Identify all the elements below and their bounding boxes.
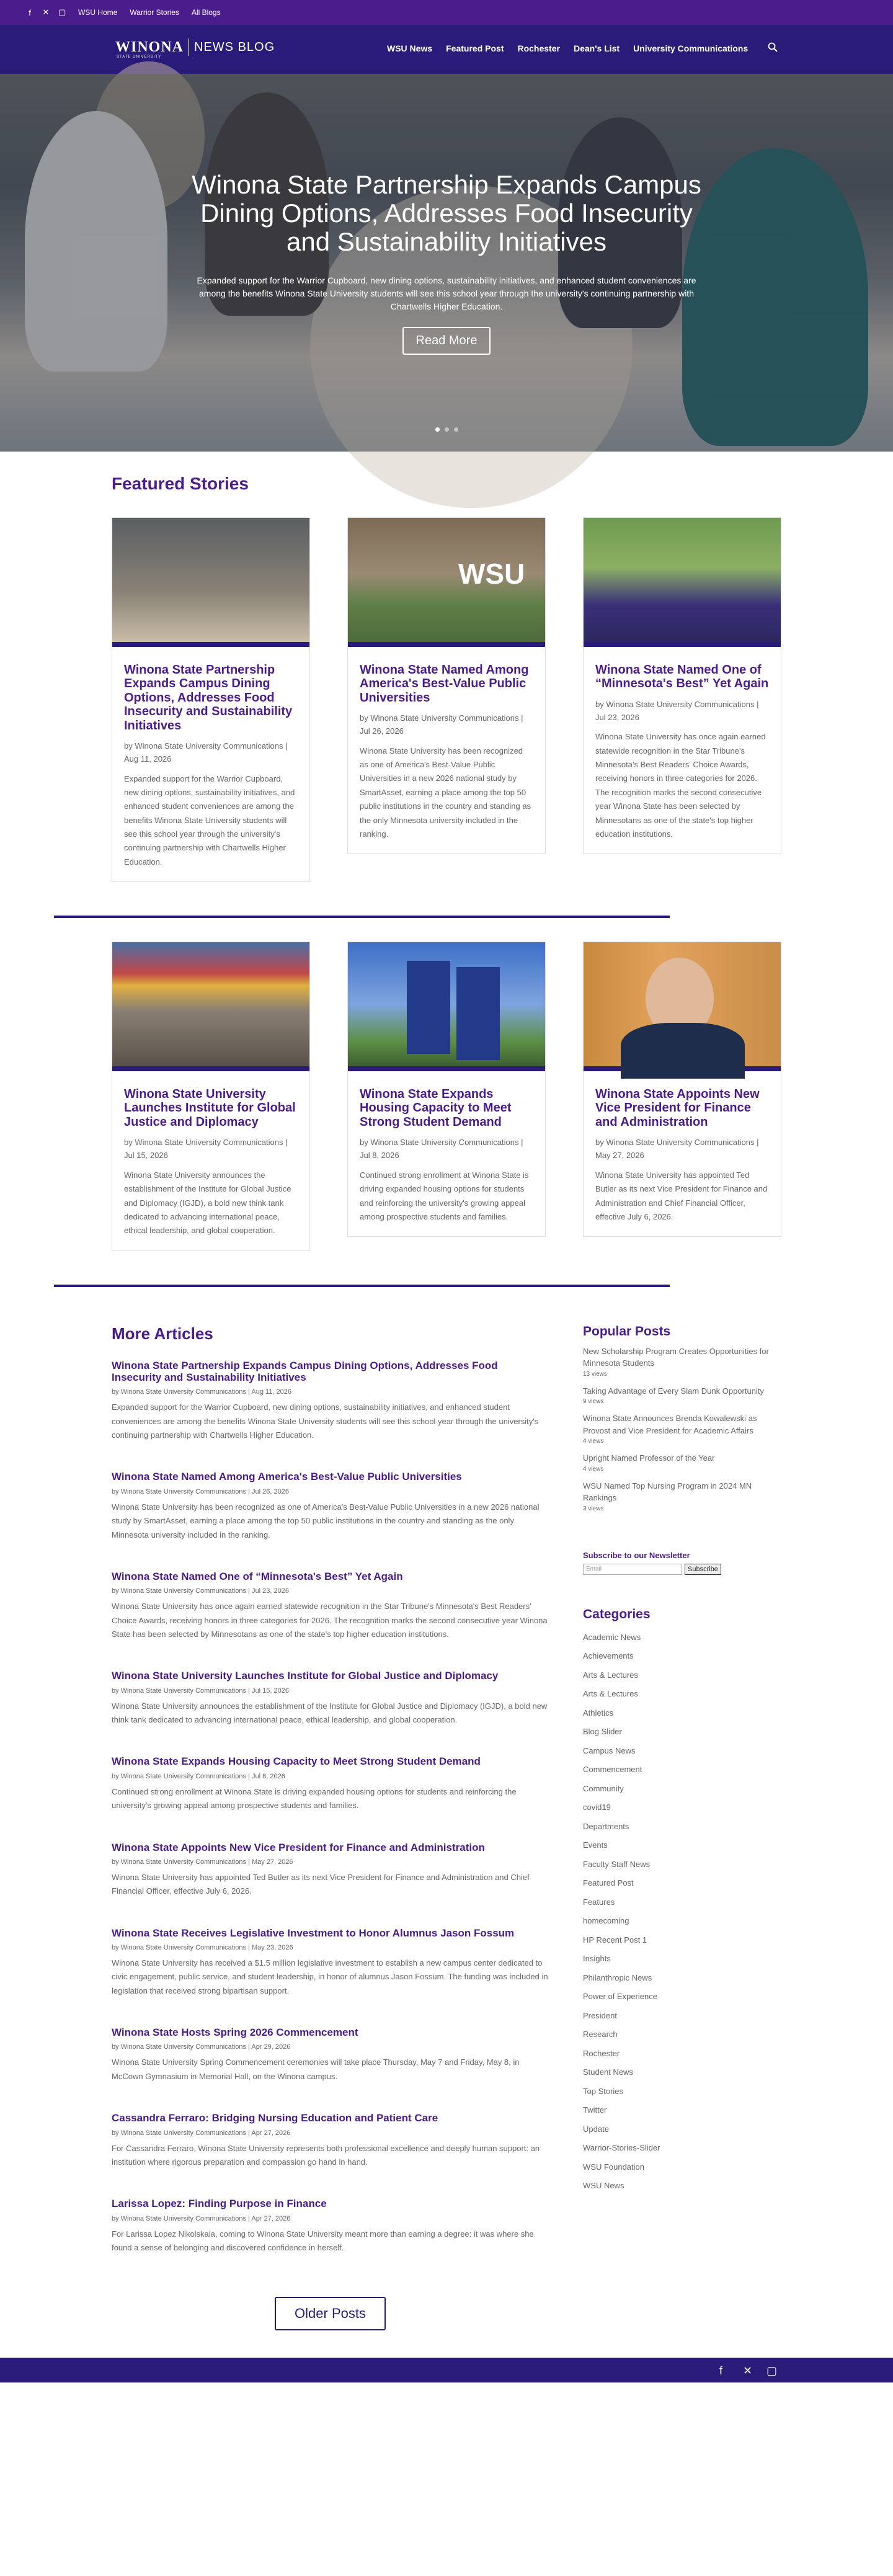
article-title[interactable]: Winona State Receives Legislative Investment to Honor Alumnus Jason Fossum — [112, 1927, 515, 1939]
instagram-icon[interactable]: ▢ — [766, 2364, 778, 2378]
article-title[interactable]: Winona State Hosts Spring 2026 Commencement — [112, 2026, 358, 2039]
category-link[interactable]: Blog Slider — [583, 1727, 622, 1737]
section-divider — [54, 1285, 670, 1287]
category-link[interactable]: Features — [583, 1897, 615, 1907]
featured-card-image[interactable] — [112, 518, 309, 647]
popular-post — [583, 1345, 781, 1378]
article-excerpt: Winona State University has appointed Ted Butler as its next Vice President for Finance and Administration and Chief Financial Officer, effective July 6, 2026. — [112, 1872, 530, 1896]
article-excerpt: Continued strong enrollment at Winona State is driving expanded housing options for students and reinforcing the university's growing appeal among prospective students and families. — [112, 1786, 517, 1811]
featured-card[interactable] — [347, 517, 546, 854]
popular-posts-heading: Popular Posts — [583, 1324, 671, 1339]
article-excerpt: Winona State University announces the establishment of the Institute for Global Justice and Diplomacy (IGJD), a bold new think tank dedicated to advancing international peace, ethical leadership, and global cooperation. — [112, 1701, 548, 1725]
category-link[interactable]: Events — [583, 1840, 608, 1850]
article-excerpt: Winona State University has been recognized as one of America's Best-Value Public Universities in a new 2026 national study by SmartAsset, earning a place among the top 50 public institutions in the country and standing as the only Minnesota university included in the ranking. — [112, 1502, 540, 1540]
nav-featured-post[interactable]: Featured Post — [446, 43, 504, 53]
category-link[interactable]: Top Stories — [583, 2086, 624, 2096]
article-title[interactable]: Winona State Expands Housing Capacity to Meet Strong Student Demand — [112, 1755, 481, 1768]
category-link[interactable]: Warrior-Stories-Slider — [583, 2143, 660, 2153]
category-link[interactable]: Faculty Staff News — [583, 1859, 651, 1869]
category-link[interactable]: Academic News — [583, 1632, 641, 1642]
popular-post-views: 13 views — [583, 1370, 607, 1378]
categories-heading: Categories — [583, 1607, 651, 1621]
popular-post-title[interactable]: Winona State Announces Brenda Kowalewski as Provost and Vice President for Academic Affairs — [583, 1414, 757, 1435]
category-link[interactable]: Philanthropic News — [583, 1972, 652, 1982]
category-link[interactable]: Campus News — [583, 1745, 636, 1755]
featured-card-image[interactable] — [348, 518, 545, 647]
article-item — [112, 1670, 549, 1727]
featured-heading: Featured Stories — [112, 474, 249, 493]
wsu-letters-image — [458, 554, 525, 591]
slider-dots — [0, 427, 893, 432]
category-link[interactable]: Athletics — [583, 1708, 614, 1718]
category-link[interactable]: Update — [583, 2124, 609, 2134]
facebook-icon[interactable]: f — [29, 7, 31, 17]
featured-card[interactable] — [112, 517, 310, 882]
category-link[interactable]: Featured Post — [583, 1878, 634, 1888]
featured-grid-row-2 — [112, 942, 781, 1251]
popular-post — [583, 1452, 781, 1473]
older-posts-button[interactable]: Older Posts — [275, 2297, 386, 2330]
featured-stories — [0, 452, 893, 882]
featured-card-excerpt: Winona State University has once again earned statewide recognition in the Star Tribune's Minnesota's Best Readers' Choice Awards, receiving honors in three categories for 2026. The recognition marks the second consecutive year Winona State has been selected by Minnesotans as one of the state's top higher education institutions. — [595, 732, 766, 839]
article-item — [112, 1360, 549, 1443]
article-item — [112, 2198, 549, 2255]
article-meta: by Winona State University Communications | May 27, 2026 — [112, 1858, 293, 1866]
featured-card-excerpt: Winona State University announces the establishment of the Institute for Global Justice and Diplomacy (IGJD), a bold new think tank dedicated to advancing international peace, ethical leadership, and global cooperation. — [124, 1170, 291, 1236]
article-title[interactable]: Winona State Partnership Expands Campus Dining Options, Addresses Food Insecurity and Sustainability Initiatives — [112, 1359, 498, 1383]
featured-card-title[interactable]: Winona State Expands Housing Capacity to Meet Strong Student Demand — [360, 1087, 512, 1129]
section-divider — [54, 916, 670, 918]
popular-post — [583, 1480, 781, 1512]
sidebar — [583, 1324, 781, 2284]
category-link[interactable]: Rochester — [583, 2048, 620, 2058]
category-link[interactable]: HP Recent Post 1 — [583, 1935, 647, 1945]
article-meta: by Winona State University Communications | Aug 11, 2026 — [112, 1388, 292, 1396]
article-item — [112, 1571, 549, 1641]
featured-card-image[interactable] — [584, 518, 781, 647]
category-link[interactable]: Twitter — [583, 2105, 607, 2115]
category-link[interactable]: WSU News — [583, 2181, 624, 2191]
featured-card-meta: by Winona State University Communications | Jul 8, 2026 — [360, 1138, 523, 1161]
category-link[interactable]: Achievements — [583, 1651, 634, 1661]
featured-card[interactable] — [112, 942, 310, 1251]
article-excerpt: Winona State University has received a $1.5 million legislative investment to establish a new campus center dedicated to civic engagement, public service, and student leadership, in honor of alumnus Jason Fossum. The funding was included in legislation that received strong bipartisan support. — [112, 1958, 548, 1995]
category-link[interactable]: President — [583, 2010, 617, 2020]
nav-wsu-news[interactable]: WSU News — [387, 43, 433, 53]
article-item — [112, 1927, 549, 1998]
banner-image — [456, 967, 500, 1060]
content-area — [0, 1324, 893, 2284]
slider-dot[interactable] — [445, 427, 449, 432]
featured-card[interactable] — [347, 942, 546, 1237]
x-twitter-icon[interactable]: ✕ — [743, 2364, 753, 2378]
featured-card-title[interactable]: Winona State University Launches Institute for Global Justice and Diplomacy — [124, 1087, 296, 1129]
article-title[interactable]: Winona State University Launches Institute for Global Justice and Diplomacy — [112, 1670, 499, 1682]
more-articles — [112, 1324, 549, 2284]
logo-subtitle: STATE UNIVERSITY — [117, 55, 162, 59]
category-link[interactable]: Community — [583, 1783, 624, 1793]
hero-content — [0, 171, 893, 355]
featured-card-title[interactable]: Winona State Named Among America's Best-Value Public Universities — [360, 663, 529, 705]
svg-text:WSU: WSU — [458, 558, 525, 590]
popular-post — [583, 1385, 781, 1406]
category-link[interactable]: Insights — [583, 1954, 611, 1964]
newsletter-email-input[interactable]: Email — [583, 1564, 682, 1575]
slider-dot[interactable] — [435, 427, 440, 432]
category-link[interactable]: homecoming — [583, 1916, 629, 1926]
featured-card-image[interactable] — [348, 942, 545, 1071]
article-title[interactable]: Winona State Named Among America's Best-Value Public Universities — [112, 1471, 462, 1483]
newsletter-form — [583, 1551, 781, 1575]
featured-card-title[interactable]: Winona State Partnership Expands Campus Dining Options, Addresses Food Insecurity and Sustainability Initiatives — [124, 663, 293, 733]
topbar-link-wsu-home[interactable]: WSU Home — [78, 8, 118, 17]
featured-card[interactable] — [583, 942, 781, 1237]
article-item — [112, 1842, 549, 1899]
slider-dot[interactable] — [454, 427, 458, 432]
hero-read-more-button[interactable]: Read More — [402, 327, 491, 355]
logo-winona: WINONA — [115, 38, 184, 55]
popular-post-title[interactable]: WSU Named Top Nursing Program in 2024 MN Rankings — [583, 1481, 752, 1503]
pagination — [0, 2297, 549, 2330]
article-meta: by Winona State University Communications | Jul 15, 2026 — [112, 1687, 289, 1695]
more-articles-heading: More Articles — [112, 1324, 213, 1343]
featured-card-meta: by Winona State University Communications | Jul 26, 2026 — [360, 713, 523, 736]
featured-card-image[interactable] — [112, 942, 309, 1071]
category-link[interactable]: Student News — [583, 2067, 633, 2077]
newsletter-subscribe-button[interactable]: Subscribe — [685, 1564, 721, 1575]
featured-card-meta: by Winona State University Communications | Jul 23, 2026 — [595, 699, 759, 722]
category-link[interactable]: covid19 — [583, 1803, 611, 1812]
categories-widget — [583, 1607, 781, 2196]
popular-post-title[interactable]: Upright Named Professor of the Year — [583, 1453, 715, 1463]
article-excerpt: For Cassandra Ferraro, Winona State University represents both professional excellence and deeply human support: an institution where rigorous preparation and compassion go hand in hand. — [112, 2143, 540, 2167]
article-meta: by Winona State University Communications | Jul 8, 2026 — [112, 1772, 285, 1780]
featured-card-image[interactable] — [584, 942, 781, 1071]
featured-card[interactable] — [583, 517, 781, 854]
article-item — [112, 2112, 549, 2169]
article-meta: by Winona State University Communications | May 23, 2026 — [112, 1944, 293, 1952]
main-nav — [387, 43, 748, 53]
newsletter-heading: Subscribe to our Newsletter — [583, 1550, 690, 1560]
hero-title: Winona State Partnership Expands Campus Dining Options, Addresses Food Insecurity and Sustainability Initiatives — [192, 170, 701, 257]
category-link[interactable]: WSU Foundation — [583, 2162, 644, 2172]
featured-card-meta: by Winona State University Communications | May 27, 2026 — [595, 1138, 759, 1161]
facebook-icon[interactable]: f — [719, 2364, 723, 2378]
article-item — [112, 1755, 549, 1812]
instagram-icon[interactable]: ▢ — [58, 7, 66, 17]
category-link[interactable]: Commencement — [583, 1765, 642, 1775]
article-meta: by Winona State University Communications | Apr 27, 2026 — [112, 2129, 291, 2137]
article-title[interactable]: Winona State Named One of “Minnesota's Best” Yet Again — [112, 1570, 403, 1582]
popular-post-views: 9 views — [583, 1398, 604, 1406]
category-link[interactable]: Research — [583, 2030, 618, 2039]
category-link[interactable]: Departments — [583, 1821, 629, 1831]
category-link[interactable]: Arts & Lectures — [583, 1689, 638, 1699]
banner-image — [407, 961, 450, 1054]
nav-rochester[interactable]: Rochester — [517, 43, 560, 53]
topbar-link-all-blogs[interactable]: All Blogs — [191, 8, 221, 17]
article-meta: by Winona State University Communications | Jul 26, 2026 — [112, 1487, 289, 1495]
nav-deans-list[interactable]: Dean's List — [573, 43, 620, 53]
featured-card-excerpt: Winona State University has appointed Ted Butler as its next Vice President for Finance and Administration and Chief Financial Officer, effective July 6, 2026. — [595, 1170, 768, 1221]
x-twitter-icon[interactable]: ✕ — [42, 7, 50, 17]
categories-list — [583, 1628, 781, 2196]
article-meta: by Winona State University Communications | Apr 27, 2026 — [112, 2214, 291, 2222]
site-footer — [0, 2358, 893, 2382]
featured-card-title[interactable]: Winona State Named One of “Minnesota's Best” Yet Again — [595, 663, 769, 691]
article-excerpt: Expanded support for the Warrior Cupboard, new dining options, sustainability initiatives, and enhanced student conveniences are among the benefits Winona State University students will see this school year through the university's continuing partnership with Chartwells Higher Education. — [112, 1402, 539, 1440]
article-excerpt: For Larissa Lopez Nikolskaia, coming to Winona State University meant more than earning a degree: it was where she found a sense of belonging and discovered confidence in herself. — [112, 2229, 534, 2253]
featured-grid-row-1 — [112, 517, 781, 882]
featured-stories-row-2 — [0, 942, 893, 1251]
featured-card-excerpt: Winona State University has been recognized as one of America's Best-Value Public Universities in a new 2026 national study by SmartAsset, earning a place among the top 50 public institutions in the country and standing as the only Minnesota university included in the ranking. — [360, 746, 531, 839]
article-excerpt: Winona State University Spring Commencement ceremonies will take place Thursday, May 7 and Friday, May 8, in McCown Gymnasium in Memorial Hall, on the Winona campus. — [112, 2057, 520, 2081]
article-title[interactable]: Winona State Appoints New Vice President for Finance and Administration — [112, 1841, 485, 1853]
featured-card-meta: by Winona State University Communications | Aug 11, 2026 — [124, 741, 288, 764]
article-item — [112, 1471, 549, 1541]
article-title[interactable]: Cassandra Ferraro: Bridging Nursing Education and Patient Care — [112, 2112, 438, 2124]
popular-post-views: 4 views — [583, 1465, 604, 1473]
article-excerpt: Winona State University has once again earned statewide recognition in the Star Tribune's Minnesota's Best Readers' Choice Awards, receiving honors in three categories for 2026. The recognition marks the second consecutive year Winona State has been selected by Minnesotans as one of the state's top higher education institutions. — [112, 1602, 548, 1639]
featured-card-excerpt: Continued strong enrollment at Winona State is driving expanded housing options for students and reinforcing the university's growing appeal among prospective students and families. — [360, 1170, 529, 1221]
article-item — [112, 2026, 549, 2084]
article-meta: by Winona State University Communications | Apr 29, 2026 — [112, 2043, 291, 2051]
article-meta: by Winona State University Communications | Jul 23, 2026 — [112, 1587, 289, 1595]
popular-post-title[interactable]: Taking Advantage of Every Slam Dunk Opportunity — [583, 1386, 764, 1396]
nav-university-communications[interactable]: University Communications — [633, 43, 749, 53]
hero-excerpt: Expanded support for the Warrior Cupboard, new dining options, sustainability initiatives, and enhanced student conveniences are among the benefits Winona State University students will see this school year through the university's continuing partnership with Chartwells Higher Education. — [197, 275, 696, 311]
featured-card-meta: by Winona State University Communications | Jul 15, 2026 — [124, 1138, 288, 1161]
popular-post — [583, 1412, 781, 1445]
portrait-suit — [621, 1023, 745, 1079]
featured-card-excerpt: Expanded support for the Warrior Cupboard, new dining options, sustainability initiatives, and enhanced student conveniences are among the benefits Winona State University students will see this school year through the university's continuing partnership with Chartwells Higher Education. — [124, 773, 295, 867]
popular-post-views: 3 views — [583, 1505, 604, 1512]
popular-post-title[interactable]: New Scholarship Program Creates Opportunities for Minnesota Students — [583, 1346, 769, 1368]
utility-bar — [0, 0, 893, 25]
featured-card-title[interactable]: Winona State Appoints New Vice President for Finance and Administration — [595, 1087, 760, 1129]
hero-slider — [0, 74, 893, 452]
popular-post-views: 4 views — [583, 1438, 604, 1445]
logo-news-blog: NEWS BLOG — [194, 40, 275, 54]
site-logo[interactable] — [115, 38, 275, 59]
article-title[interactable]: Larissa Lopez: Finding Purpose in Finance — [112, 2198, 327, 2210]
search-icon[interactable] — [768, 42, 778, 52]
category-link[interactable]: Power of Experience — [583, 1992, 657, 2002]
topbar-link-warrior-stories[interactable]: Warrior Stories — [130, 8, 179, 17]
category-link[interactable]: Arts & Lectures — [583, 1670, 638, 1680]
